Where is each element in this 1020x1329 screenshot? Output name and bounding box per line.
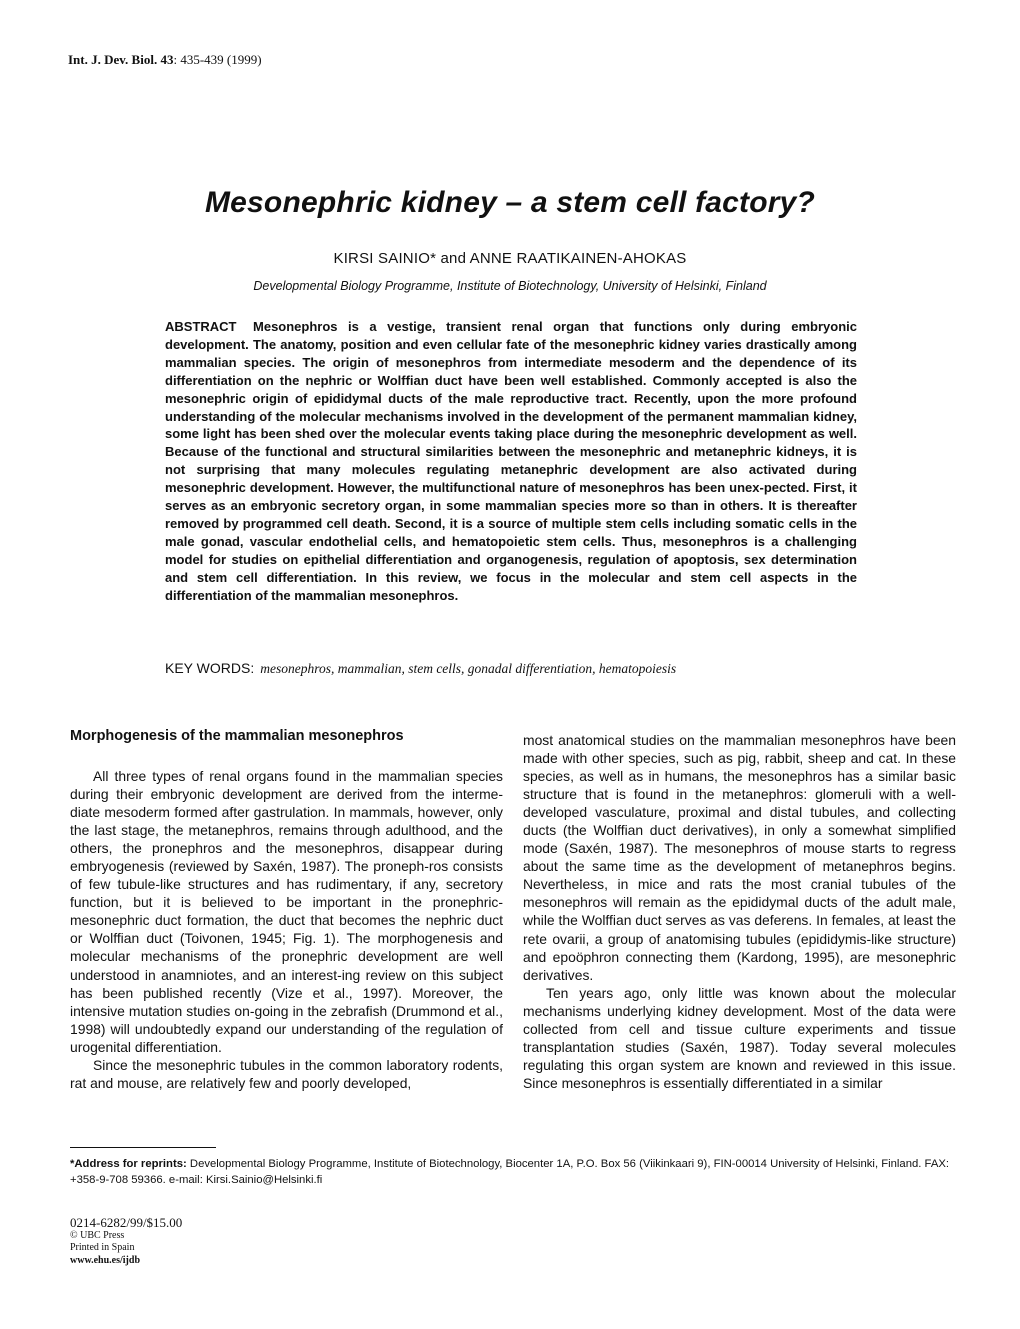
body-column-left bbox=[70, 767, 503, 1092]
journal-citation bbox=[68, 52, 262, 68]
footnote-divider bbox=[70, 1147, 216, 1148]
journal-url[interactable]: www.ehu.es/ijdb bbox=[70, 1255, 141, 1266]
journal-pages-year: : 435-439 (1999) bbox=[173, 52, 262, 67]
authors: KIRSI SAINIO* and ANNE RAATIKAINEN-AHOKAS bbox=[333, 250, 687, 267]
footnote-text: Developmental Biology Programme, Institute of Biotechnology, Biocenter 1A, P.O. Box 56 (Viikinkaari 9), FIN-00014 University of Helsinki, Finland. FAX: +358-9-708 59366. e-mail: Kirsi.Sainio@Helsinki.fi bbox=[70, 1158, 950, 1186]
keywords-label: KEY WORDS: bbox=[165, 660, 255, 676]
issn-price: 0214-6282/99/$15.00 bbox=[70, 1215, 183, 1230]
article-title: Mesonephric kidney – a stem cell factory? bbox=[204, 186, 816, 219]
footnote bbox=[70, 1157, 955, 1188]
footnote-label: *Address for reprints: bbox=[70, 1158, 187, 1170]
printed-in: Printed in Spain bbox=[70, 1242, 135, 1253]
section-heading: Morphogenesis of the mammalian mesonephros bbox=[70, 728, 404, 744]
paragraph: All three types of renal organs found in the mammalian species during their embryonic development are derived from the interme-diate mesoderm formed after gastrulation. In mammals, however, only the last stage, the metanephros, remains through adulthood, and the others, the pronephros and the mesonephros, disappear during embryogenesis (reviewed by Saxén, 1987). The proneph-ros consists of few tubule-like structures and has rudimentary, if any, secretory function, but it is believed to be important in the pronephric-mesonephric duct formation, the duct that becomes the nephric duct or Wolffian duct (Toivonen, 1945; Fig. 1). The morphogenesis and molecular mechanisms of the pronephric development are well understood in anamniotes, and an interest-ing review on this subject has been published recently (Vize et al., 1997). Moreover, the intensive mutation studies on-going in the zebrafish (Drummond et al., 1998) will undoubtedly expand our understanding of the regulation of urogenital differentiation. bbox=[70, 768, 503, 1055]
paragraph: most anatomical studies on the mammalian mesonephros have been made with other species, such as pig, rabbit, sheep and cat. In these species, as well as in humans, the mesonephros has a similar basic structure that is found in the metanephros: glomeruli with a well-developed vasculature, proximal and distal tubules, and collecting ducts (the Wolffian duct derivatives), in only a somewhat simplified mode (Saxén, 1987). The mesonephros of mouse starts to regress about the same time as the development of metanephros begins. Nevertheless, in mice and rats the most cranial tubules of the mesonephros will remain as the epididymal ducts of the adult male, while the Wolffian duct serves as vas deferens. In females, at least the rete ovarii, a group of anatomising tubules (epididymis-like structure) and epoöphron connecting them (Kardong, 1995), are mesonephric derivatives. bbox=[523, 732, 956, 983]
journal-volume: 43 bbox=[160, 52, 174, 67]
affiliation: Developmental Biology Programme, Institute of Biotechnology, University of Helsinki, Finland bbox=[253, 279, 767, 293]
abstract-text: Mesonephros is a vestige, transient renal organ that functions only during embryonic development. The anatomy, position and even cellular fate of the mesonephric kidney varies drastically among mammalian species. The origin of mesonephros from intermediate mesoderm and the dependence of its differentiation on the nephric or Wolffian duct have been well established. Commonly accepted is also the mesonephric origin of epididymal ducts of the male reproductive tract. Recently, upon the more profound understanding of the molecular mechanisms involved in the development of the permanent mammalian kidney, some light has been shed over the molecular events taking place during the mesonephric development as well. Because of the functional and structural similarities between the mesonephric and metanephric kidneys, it is not surprising that many molecules regulating metanephric development are also activated during mesonephric development. However, the multifunctional nature of mesonephros has been unex-pected. First, it serves as an embryonic secretory organ, in some mammalian species more so than in others. It is thereafter removed by programmed cell death. Second, it is a source of multiple stem cells including somatic cells in the male gonad, vascular endothelial cells, and hematopoietic stem cells. Thus, mesonephros is a challenging model for studies on epithelial differentiation and organogenesis, regulation of apoptosis, sex determination and stem cell differentiation. In this review, we focus in the molecular and stem cell aspects in the differentiation of the mammalian mesonephros. bbox=[165, 319, 857, 603]
copyright: © UBC Press bbox=[70, 1230, 125, 1241]
paragraph: Since the mesonephric tubules in the common laboratory rodents, rat and mouse, are relatively few and poorly developed, bbox=[70, 1056, 503, 1091]
imprint bbox=[70, 1216, 182, 1268]
journal-name: Int. J. Dev. Biol. bbox=[68, 52, 158, 67]
keywords bbox=[165, 660, 676, 677]
abstract bbox=[165, 318, 857, 605]
abstract-label: ABSTRACT bbox=[165, 319, 237, 334]
body-column-right bbox=[523, 731, 956, 1092]
keywords-text: mesonephros, mammalian, stem cells, gonadal differentiation, hematopoiesis bbox=[260, 661, 677, 676]
paragraph: Ten years ago, only little was known about the molecular mechanisms underlying kidney development. Most of the data were collected from cell and tissue culture experiments and tissue transplantation studies (Saxén, 1987). Today several molecules regulating this organ system are known and reviewed in this issue. Since mesonephros is essentially differentiated in a similar bbox=[523, 984, 956, 1091]
